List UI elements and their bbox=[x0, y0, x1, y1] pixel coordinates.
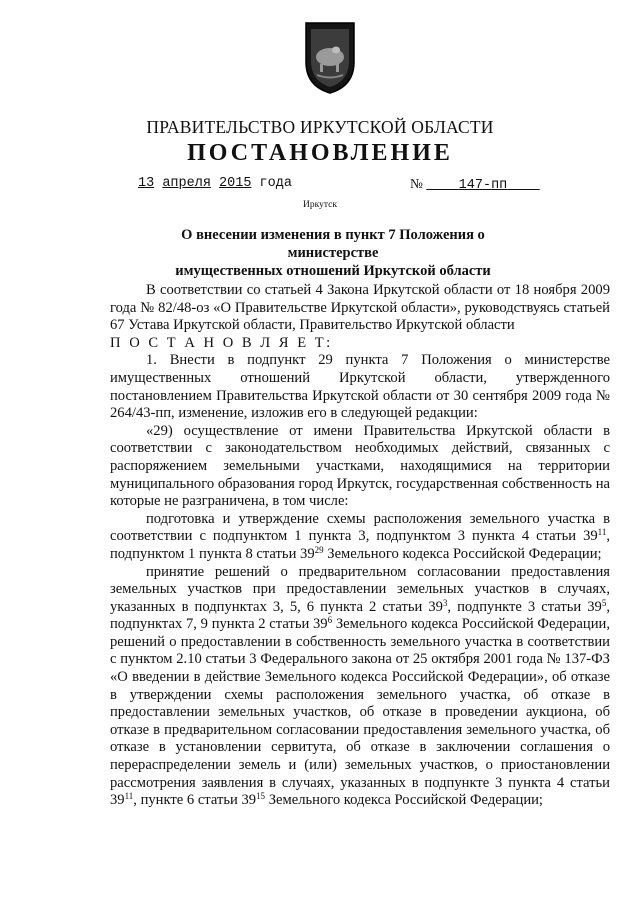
scheme-sup-2: 29 bbox=[314, 544, 324, 555]
document-number bbox=[410, 176, 540, 193]
title-line-2: имущественных отношений Иркутской области bbox=[175, 263, 491, 279]
number-sign: № bbox=[410, 176, 423, 191]
date-year: 2015 bbox=[219, 176, 252, 191]
scheme-sup-1: 11 bbox=[597, 527, 607, 538]
number-value bbox=[426, 178, 539, 193]
quote-paragraph: «29) осуществление от имени Правительства Иркутской области в соответствии с законодательством необходимых действий, связанных с распоряжением земельными участками, находящимися на территории муниципального образования город Иркутск, государственная собственность на которые не разграничена, в том числе: bbox=[110, 422, 610, 510]
decisions-sup-2: 5 bbox=[601, 597, 607, 608]
coat-of-arms-emblem bbox=[303, 20, 357, 96]
document-body bbox=[110, 282, 610, 810]
date-suffix: года bbox=[259, 176, 292, 191]
resolves-line: П О С Т А Н О В Л Я Е Т: bbox=[110, 334, 333, 351]
decisions-text-a: принятие решений о предварительном согласовании предоставления земельных участков при предоставлении земельных участков в случаях, указанных в подпунктах 3, 5, 6 пункта 2 статьи 39 bbox=[110, 563, 610, 615]
decisions-sup-3: 6 bbox=[327, 615, 333, 626]
scheme-text-b: , подпунктом 1 пункта 8 статьи 39 bbox=[110, 528, 610, 562]
number-text: 147-пп bbox=[458, 178, 508, 193]
scheme-text-a: подготовка и утверждение схемы расположения земельного участка в соответствии с подпунктом 1 пункта 3, подпунктом 3 пункта 4 статьи 39 bbox=[110, 510, 610, 545]
decisions-paragraph bbox=[110, 564, 610, 810]
document-type: ПОСТАНОВЛЕНИЕ bbox=[187, 140, 453, 166]
decisions-sup-5: 15 bbox=[256, 791, 266, 802]
decisions-text-d: Земельного кодекса Российской Федерации, решений о предоставлении в собственность земельного участка в соответствии с пунктом 2.10 статьи 3 Федерального закона от 25 октября 2001 года № 137-ФЗ «О введении в действие Земельного кодекса Российской Федерации», об отказе в утверждении схемы расположения земельного участка, об отказе в предоставлении земельных участков, об отказе в проведении аукциона, об отказе в предварительном согласовании предоставления земельного участка, об отказе в установлении сервитута, об отказе в заключении соглашения о перераспределении земель и (или) земельных участков, о приостановлении рассмотрения заявления в случаях, указанных в подпункте 3 пункта 4 статьи 39 bbox=[110, 616, 610, 809]
decisions-sup-1: 3 bbox=[442, 597, 448, 608]
document-date bbox=[138, 176, 292, 191]
date-month: апреля bbox=[162, 176, 211, 191]
intro-paragraph: В соответствии со статьей 4 Закона Иркутской области от 18 ноября 2009 года № 82/48-оз «О Правительстве Иркутской области», руководствуясь статьей 67 Устава Иркутской области, Правительство Иркутской области bbox=[110, 282, 610, 334]
date-day: 13 bbox=[138, 176, 155, 191]
government-name: ПРАВИТЕЛЬСТВО ИРКУТСКОЙ ОБЛАСТИ bbox=[146, 117, 494, 137]
item-1-paragraph: 1. Внести в подпункт 29 пункта 7 Положения о министерстве имущественных отношений Иркутской области, утвержденного постановлением Правительства Иркутской области от 30 сентября 2009 года № 264/43-пп, изменение, изложив его в следующей редакции: bbox=[110, 352, 610, 422]
scheme-text-c: Земельного кодекса Российской Федерации; bbox=[323, 545, 602, 562]
decisions-text-f: Земельного кодекса Российской Федерации; bbox=[265, 792, 543, 809]
decisions-text-b: , подпункте 3 статьи 39 bbox=[447, 598, 602, 615]
document-title bbox=[138, 226, 528, 280]
decisions-sup-4: 11 bbox=[124, 791, 134, 802]
decisions-text-e: , пункте 6 статьи 39 bbox=[133, 792, 257, 809]
scheme-paragraph bbox=[110, 511, 610, 564]
title-line-1: О внесении изменения в пункт 7 Положения о министерстве bbox=[181, 227, 485, 261]
decisions-text-c: , подпунктах 7, 9 пункта 2 статьи 39 bbox=[110, 598, 610, 633]
city-name: Иркутск bbox=[303, 200, 337, 210]
